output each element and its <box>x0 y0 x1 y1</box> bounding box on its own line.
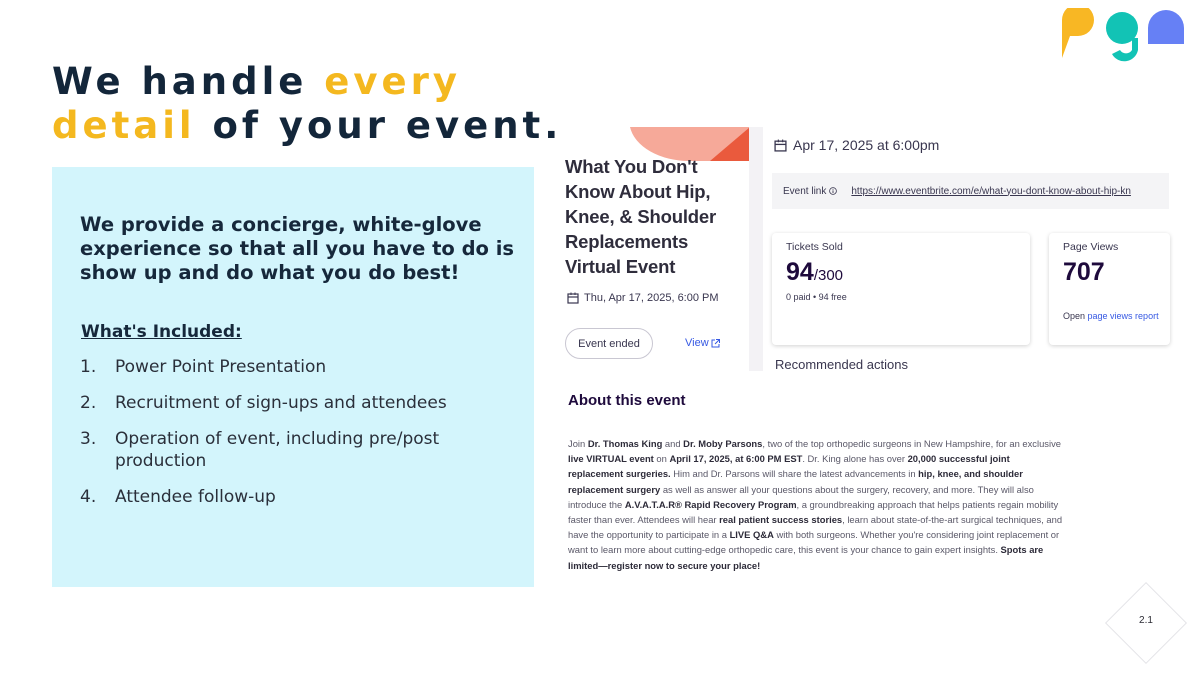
event-datetime-text: Apr 17, 2025 at 6:00pm <box>793 137 940 153</box>
included-list <box>80 356 500 522</box>
tickets-breakdown: 0 paid • 94 free <box>786 292 847 302</box>
event-link-label-text: Event link <box>783 185 827 197</box>
list-text: Recruitment of sign-ups and attendees <box>115 393 447 413</box>
column-divider <box>749 127 763 371</box>
headline-accent: detail <box>52 104 196 147</box>
list-text: Operation of event, including pre/post production <box>115 429 440 471</box>
info-icon[interactable] <box>829 187 837 195</box>
event-link-label <box>783 186 837 197</box>
event-date-row <box>567 292 719 304</box>
tickets-sold-value: 94 <box>786 258 814 286</box>
list-item <box>80 392 500 414</box>
page-views-report-link[interactable]: page views report <box>1087 311 1159 321</box>
included-title: What's Included: <box>81 322 242 342</box>
open-prefix: Open <box>1063 311 1088 321</box>
list-text: Attendee follow-up <box>115 487 276 507</box>
logo-p-shape <box>1062 8 1094 58</box>
tickets-sold-card <box>772 233 1030 345</box>
tickets-count <box>786 258 843 287</box>
list-number: 2. <box>80 393 97 413</box>
headline-accent: every <box>324 60 461 103</box>
event-title: What You Don't Know About Hip, Knee, & Shoulder Replacements Virtual Event <box>565 156 716 277</box>
view-event-link[interactable] <box>685 337 720 349</box>
recommended-actions-heading: Recommended actions <box>775 357 1170 373</box>
list-text: Power Point Presentation <box>115 357 327 377</box>
slide-headline <box>52 60 572 148</box>
list-number: 1. <box>80 357 97 377</box>
external-link-icon <box>711 339 720 348</box>
tickets-capacity: /300 <box>813 267 844 284</box>
services-panel <box>52 167 534 587</box>
about-event-title: About this event <box>568 392 686 409</box>
list-number: 4. <box>80 487 97 507</box>
tickets-label: Tickets Sold <box>786 241 843 253</box>
event-datetime-header <box>774 137 939 153</box>
calendar-icon <box>774 139 787 152</box>
event-link-box <box>772 173 1169 209</box>
page-views-label: Page Views <box>1063 241 1119 253</box>
page-views-card <box>1049 233 1170 345</box>
about-event-body: Join Dr. Thomas King and Dr. Moby Parsons, two of the top orthopedic surgeons in New Hampshire, for an exclusive live VIRTUAL event on April 17, 2025, at 6:00 PM EST. Dr. King alone has over 20,000 successful joint replacement surgeries. Him and Dr. Parsons will share the latest advancements in hip, knee, and shoulder replacement surgery as well as answer all your questions about the surgery, recovery, and more. They will also introduce the A.V.A.T.A.R® Rapid Recovery Program, a groundbreaking approach that helps patients regain mobility faster than ever. Attendees will hear real patient success stories, learn about state-of-the-art surgical techniques, and have the opportunity to participate in a LIVE Q&A with both surgeons. Whether you're considering joint replacement or want to learn more about cutting-edge orthopedic care, this event is your chance to gain expert insights. Spots are limited—register now to secure your place! <box>568 438 1063 571</box>
event-ended-button[interactable]: Event ended <box>565 328 653 359</box>
page-views-value: 707 <box>1063 258 1105 286</box>
list-item <box>80 356 500 378</box>
headline-text: We handle <box>52 60 325 103</box>
logo-a-shape <box>1148 10 1184 44</box>
list-item <box>80 428 500 472</box>
page-views-report <box>1063 311 1159 321</box>
pga-logo <box>1060 8 1188 66</box>
headline-text: of your event. <box>195 104 563 147</box>
view-link-label: View <box>685 337 709 349</box>
event-date-text: Thu, Apr 17, 2025, 6:00 PM <box>584 292 719 304</box>
list-item <box>80 486 500 508</box>
list-number: 3. <box>80 429 97 449</box>
slide-number: 2.1 <box>1139 615 1153 626</box>
event-link-url[interactable]: https://www.eventbrite.com/e/what-you-dont-know-about-hip-kn <box>851 185 1131 197</box>
panel-lead: We provide a concierge, white-glove experience so that all you have to do is show up and do what you do best! <box>80 213 515 284</box>
calendar-icon <box>567 292 579 304</box>
